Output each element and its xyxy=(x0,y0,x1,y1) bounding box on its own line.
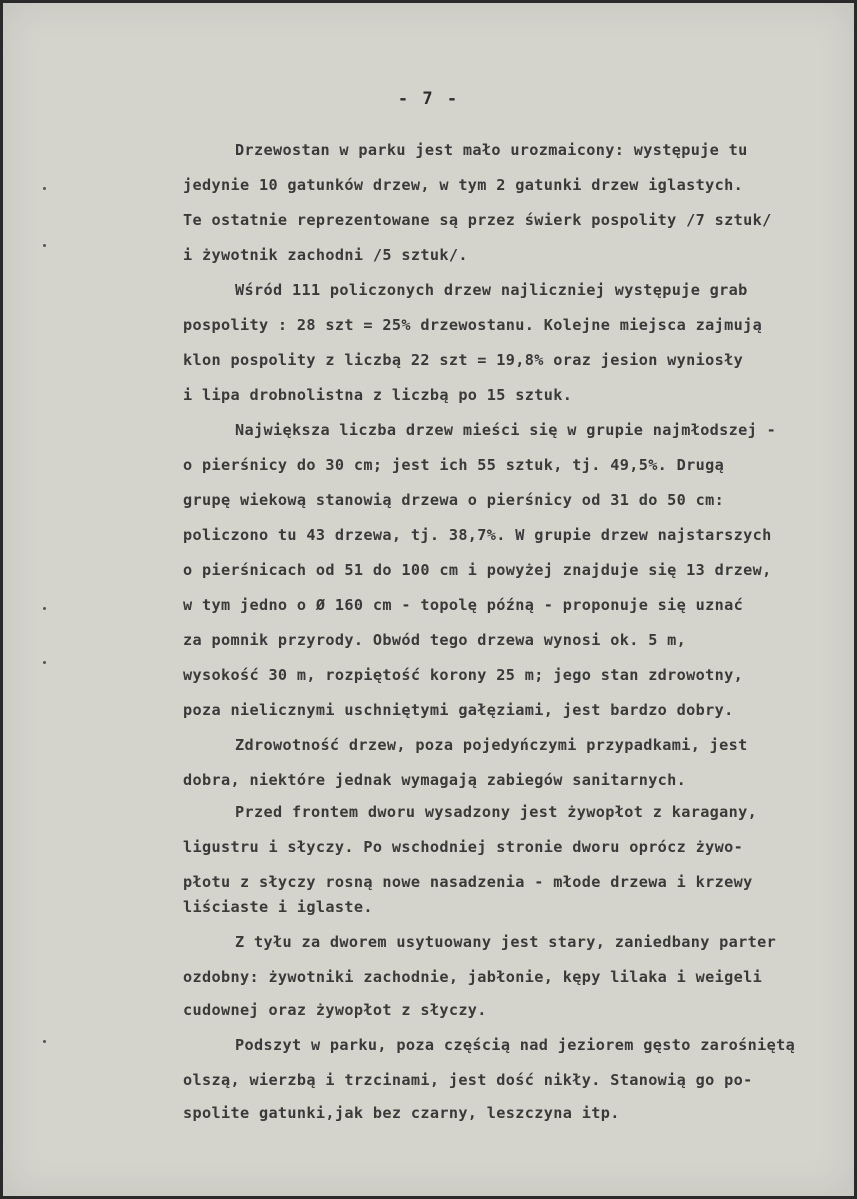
text-line: pospolity : 28 szt = 25% drzewostanu. Kolejne miejsca zajmują xyxy=(183,316,763,334)
text-line: płotu z słyczy rosną nowe nasadzenia - młode drzewa i krzewy xyxy=(183,873,753,891)
document-page xyxy=(3,3,854,1196)
text-line: ozdobny: żywotniki zachodnie, jabłonie, kępy lilaka i weigeli xyxy=(183,968,763,986)
punch-mark xyxy=(43,607,46,610)
text-line: Te ostatnie reprezentowane są przez świerk pospolity /7 sztuk/ xyxy=(183,211,772,229)
punch-mark xyxy=(43,661,46,664)
punch-mark xyxy=(43,187,46,190)
text-line: Wśród 111 policzonych drzew najliczniej występuje grab xyxy=(235,281,748,299)
punch-mark xyxy=(43,1040,46,1043)
text-line: cudownej oraz żywopłot z słyczy. xyxy=(183,1001,487,1019)
text-line: jedynie 10 gatunków drzew, w tym 2 gatunki drzew iglastych. xyxy=(183,176,744,194)
text-line: i lipa drobnolistna z liczbą po 15 sztuk. xyxy=(183,386,573,404)
text-line: Zdrowotność drzew, poza pojedyńczymi przypadkami, jest xyxy=(235,736,748,754)
text-line: i żywotnik zachodni /5 sztuk/. xyxy=(183,246,468,264)
text-line: poza nielicznymi uschniętymi gałęziami, jest bardzo dobry. xyxy=(183,701,734,719)
text-line: Z tyłu za dworem usytuowany jest stary, zaniedbany parter xyxy=(235,933,777,951)
text-line: klon pospolity z liczbą 22 szt = 19,8% oraz jesion wyniosły xyxy=(183,351,744,369)
text-line: Przed frontem dworu wysadzony jest żywopłot z karagany, xyxy=(235,803,758,821)
text-line: dobra, niektóre jednak wymagają zabiegów sanitarnych. xyxy=(183,771,687,789)
text-line: spolite gatunki,jak bez czarny, leszczyna itp. xyxy=(183,1104,620,1122)
text-line: Podszyt w parku, poza częścią nad jeziorem gęsto zarośniętą xyxy=(235,1036,796,1054)
text-line: Drzewostan w parku jest mało urozmaicony: występuje tu xyxy=(235,141,748,159)
text-line: olszą, wierzbą i trzcinami, jest dość nikły. Stanowią go po- xyxy=(183,1071,753,1089)
text-line: policzono tu 43 drzewa, tj. 38,7%. W grupie drzew najstarszych xyxy=(183,526,772,544)
text-line: wysokość 30 m, rozpiętość korony 25 m; jego stan zdrowotny, xyxy=(183,666,744,684)
text-line: o pierśnicach od 51 do 100 cm i powyżej znajduje się 13 drzew, xyxy=(183,561,772,579)
punch-mark xyxy=(43,244,46,247)
text-line: o pierśnicy do 30 cm; jest ich 55 sztuk, tj. 49,5%. Drugą xyxy=(183,456,725,474)
text-line: w tym jedno o Ø 160 cm - topolę późną - proponuje się uznać xyxy=(183,596,744,614)
text-line: Największa liczba drzew mieści się w grupie najmłodszej - xyxy=(235,421,777,439)
text-line: liściaste i iglaste. xyxy=(183,898,373,916)
text-line: grupę wiekową stanowią drzewa o pierśnicy od 31 do 50 cm: xyxy=(183,491,725,509)
text-line: za pomnik przyrody. Obwód tego drzewa wynosi ok. 5 m, xyxy=(183,631,687,649)
page-number: - 7 - xyxy=(397,89,460,109)
text-line: ligustru i słyczy. Po wschodniej stronie dworu oprócz żywo- xyxy=(183,838,744,856)
